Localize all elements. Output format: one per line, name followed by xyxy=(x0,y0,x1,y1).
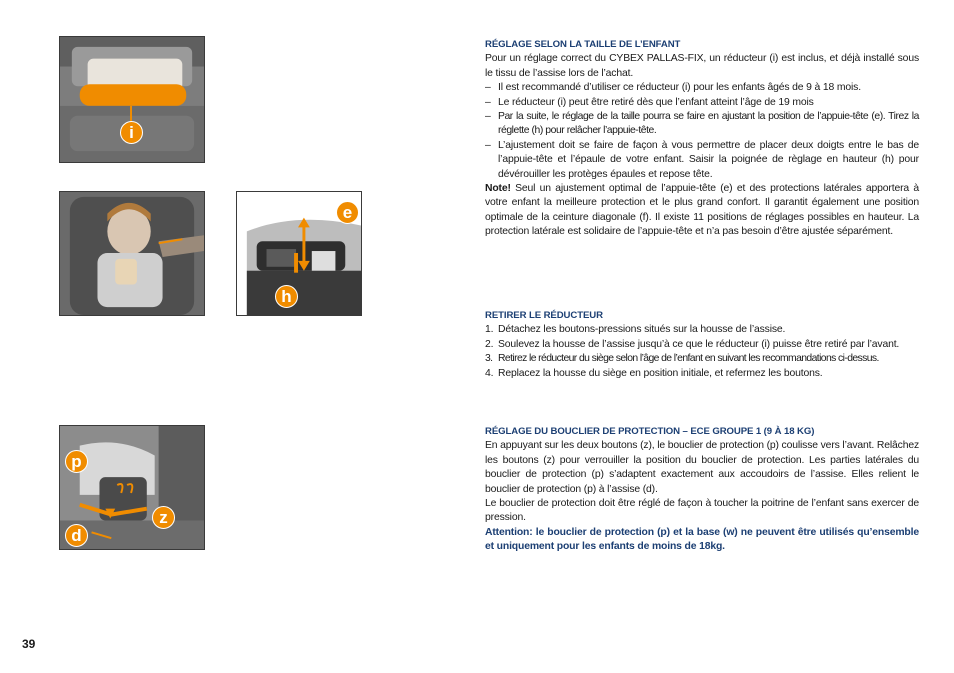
badge-z: z xyxy=(152,506,175,529)
section3-heading: RÉGLAGE DU BOUCLIER DE PROTECTION – ECE GROUPE 1 (9 À 18 KG) xyxy=(485,426,815,437)
step-number: 4. xyxy=(485,367,494,379)
headrest-photo xyxy=(236,191,362,316)
step-item xyxy=(485,323,919,337)
step-number: 1. xyxy=(485,324,494,336)
badge-e: e xyxy=(336,201,359,224)
step-item xyxy=(485,367,919,381)
section1-heading: RÉGLAGE SELON LA TAILLE DE L’ENFANT xyxy=(485,39,681,50)
note-text: Seul un ajustement optimal de l’appuie-tête (e) et des protections latérales apportera à votre enfant la meilleure protection et le plus grand confort. Il garantit également une position optimale de la ceinture diagonale (f). Il existe 11 positions de réglages possibles en hauteur. La protection latérale est solidaire de l’appuie-tête et n’a pas besoin d’être ajustée séparément. xyxy=(485,183,919,238)
section1-intro: Pour un réglage correct du CYBEX PALLAS-FIX, un réducteur (i) est inclus, et déjà installé sous le tissu de l’assise lors de l’achat. xyxy=(485,53,919,79)
section1-bullet xyxy=(485,96,919,110)
bullet-text: Il est recommandé d’utiliser ce réducteur (i) pour les enfants âgés de 9 à 18 mois. xyxy=(498,82,861,94)
page-number: 39 xyxy=(22,637,36,651)
bullet-mark: – xyxy=(485,96,491,108)
bullet-mark: – xyxy=(485,111,491,123)
section-shield-adjustment xyxy=(485,425,919,555)
bullet-text: Le réducteur (i) peut être retiré dès que l’enfant atteint l’âge de 19 mois xyxy=(498,96,814,108)
badge-p: p xyxy=(65,450,88,473)
bullet-text: L’ajustement doit se faire de façon à vous permettre de placer deux doigts entre le bas de l’appuie-tête et l’épaule de votre enfant. Saisir la poignée de règlage en hauteur (h) pour dévérouiller les protèges épaules et repose tête. xyxy=(498,139,919,180)
section1-bullet xyxy=(485,110,919,139)
bullet-text: Par la suite, le réglage de la taille pourra se faire en ajustant la position de l’appuie-tête (e). Tirez la réglette (h) pour relâcher l’appuie-tête. xyxy=(498,111,919,137)
step-number: 2. xyxy=(485,338,494,350)
step-text: Soulevez la housse de l’assise jusqu’à ce que le réducteur (i) puisse être retiré par l’avant. xyxy=(498,338,900,350)
child-photo xyxy=(59,191,205,316)
step-text: Retirez le réducteur du siège selon l’âge de l’enfant en suivant les recommandations ci-dessus. xyxy=(498,353,879,365)
step-number: 3. xyxy=(485,353,493,365)
section2-heading: RETIRER LE RÉDUCTEUR xyxy=(485,310,603,321)
section1-bullet xyxy=(485,81,919,95)
section-remove-reducer xyxy=(485,309,919,381)
bullet-mark: – xyxy=(485,139,491,151)
section3-para2: Le bouclier de protection doit être réglé de façon à toucher la poitrine de l’enfant sans exercer de pression. xyxy=(485,498,919,524)
shield-photo xyxy=(59,425,205,550)
section1-bullet xyxy=(485,139,919,182)
note-label: Note! xyxy=(485,183,511,195)
badge-d: d xyxy=(65,524,88,547)
child-illustration xyxy=(60,192,204,315)
step-text: Détachez les boutons-pressions situés sur la housse de l’assise. xyxy=(498,324,786,336)
bullet-mark: – xyxy=(485,82,491,94)
section-height-adjustment xyxy=(485,38,919,240)
reducer-photo xyxy=(59,36,205,163)
badge-h: h xyxy=(275,285,298,308)
badge-i: i xyxy=(120,121,143,144)
section1-note xyxy=(485,182,919,240)
step-text: Replacez la housse du siège en position initiale, et refermez les boutons. xyxy=(498,367,823,379)
step-item xyxy=(485,352,919,366)
section3-para1: En appuyant sur les deux boutons (z), le bouclier de protection (p) coulisse vers l’avant. Relâchez les boutons (z) pour verrouiller la position du bouclier de protection. Les parties latérales du bouclier de protection (p) s’adaptent exactement aux accoudoirs de l’assise. Elles relient le bouclier de protection (p) à l’assise (d). xyxy=(485,440,919,495)
step-item xyxy=(485,338,919,352)
section3-attention: Attention: le bouclier de protection (p) et la base (w) ne peuvent être utilisés qu’ensemble et uniquement pour les enfants de moins de 18kg. xyxy=(485,526,919,553)
